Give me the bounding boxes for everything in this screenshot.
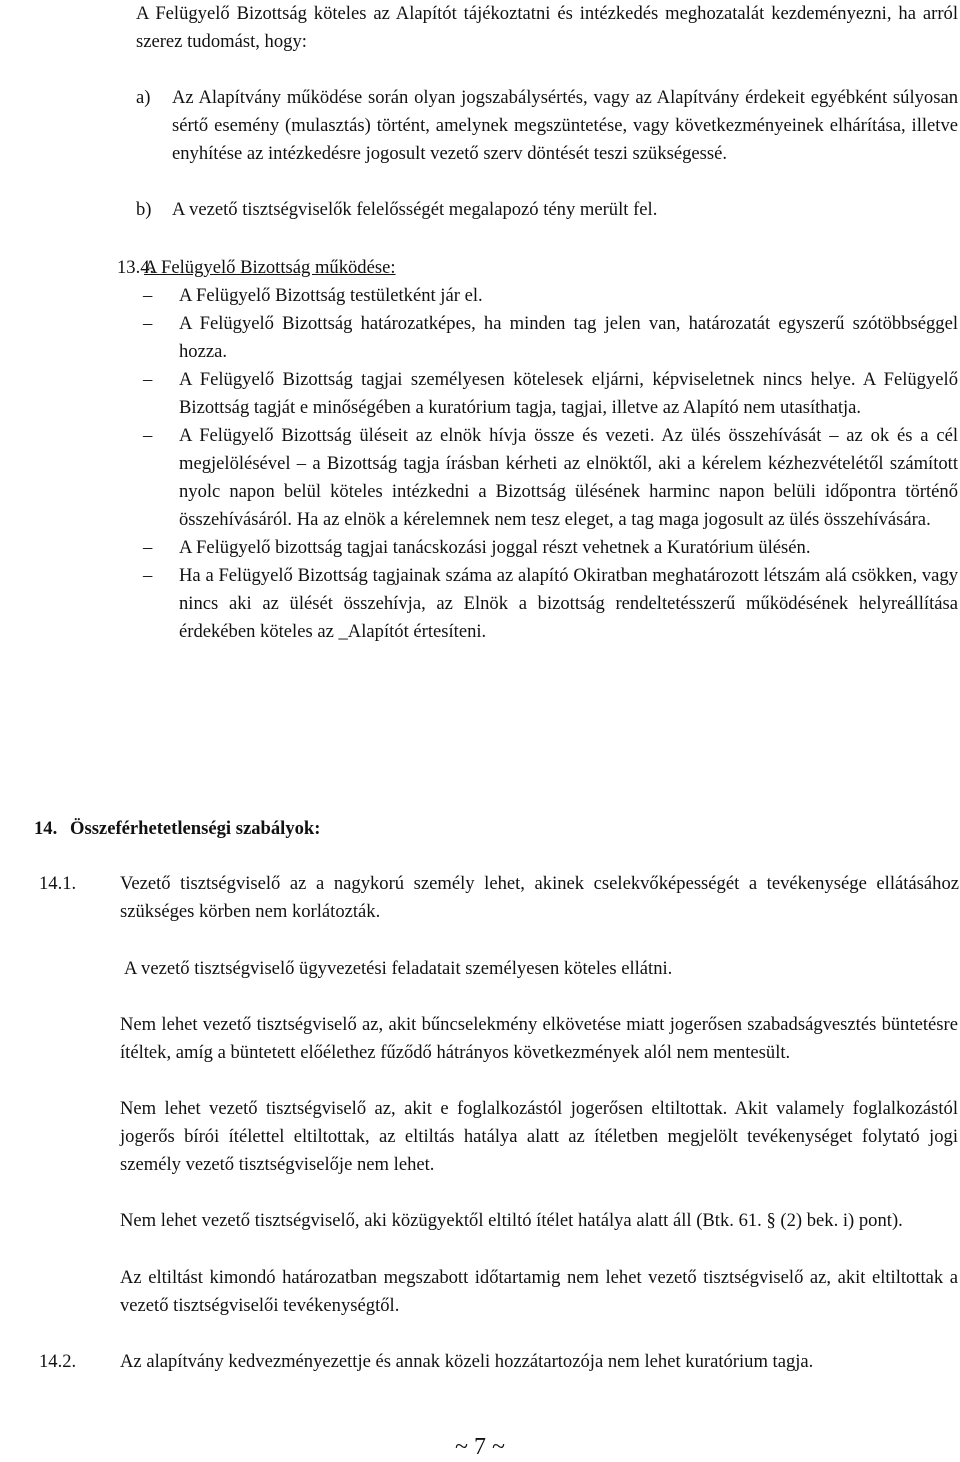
section-number: 14.2. <box>39 1351 77 1372</box>
section-number: 14.1. <box>39 873 77 894</box>
paragraph: Nem lehet vezető tisztségviselő az, akit e foglalkozástól jogerősen eltiltottak. Akit valamely foglalkozástól jogerős bírói ítélettel eltiltottak, az eltiltás hatálya alatt az ítéletben megjelölt tevékenységet folytató jogi személy vezető tisztségviselője nem lehet. <box>120 1098 958 1175</box>
paragraph: Nem lehet vezető tisztségviselő, aki közügyektől eltiltó ítélet hatálya alatt áll (Btk. 61. § (2) bek. i) pont). <box>120 1210 903 1231</box>
dash-bullet: – <box>143 285 153 306</box>
list-item <box>143 282 958 310</box>
list-item <box>143 534 958 562</box>
section-14-1 <box>39 870 959 926</box>
list-item <box>143 310 958 366</box>
list-label: a) <box>136 87 151 108</box>
intro-paragraph: A Felügyelő Bizottság köteles az Alapítót tájékoztatni és intézkedés meghozatalát kezdeményezni, ha arról szerez tudomást, hogy: <box>136 3 958 52</box>
list-label: b) <box>136 199 152 220</box>
list-text: A Felügyelő Bizottság tagjai személyesen kötelesek eljárni, képviseletnek nincs helye. A Felügyelő Bizottság tagját e minőségében a kuratórium tagja, tagjai, illetve az Alapító nem utasíthatja. <box>179 369 958 418</box>
list-text: Az Alapítvány működése során olyan jogszabálysértés, vagy az Alapítvány érdekeit egyébként súlyosan sértő esemény (mulasztás) történt, amelynek megszüntetése, vagy következményeinek elhárítása, illetve enyhítése az intézkedésre jogosult vezető szerv döntését teszi szükségessé. <box>172 87 958 164</box>
list-text: A Felügyelő Bizottság testületként jár el. <box>179 285 483 306</box>
paragraph: Az eltiltást kimondó határozatban megszabott időtartamig nem lehet vezető tisztségviselő az, akit eltiltottak a vezető tisztségviselői tevékenységtől. <box>120 1267 958 1316</box>
page-number: ~ 7 ~ <box>455 1434 505 1460</box>
section-text: Vezető tisztségviselő az a nagykorú személy lehet, akinek cselekvőképességét a tevékenysége ellátásához szükséges körben nem korlátozták. <box>120 873 959 922</box>
personal-duty-paragraph: A vezető tisztségviselő ügyvezetési feladatait személyesen köteles ellátni. <box>124 958 673 979</box>
list-text: A Felügyelő Bizottság üléseit az elnök hívja össze és vezeti. Az ülés összehívását – az ok és a cél megjelölésével – a Bizottság tagja írásban kérheti az elnöktől, aki a kérelem kézhezvételétől számított nyolc napon belül köteles intézkedni a Bizottság ülésének harminc napon belüli időpontra történő összehívásáról. Ha az elnök a kérelemnek nem tesz eleget, a tag maga jogosult az ülés összehívására. <box>179 425 958 530</box>
section-title: A Felügyelő Bizottság működése: <box>144 257 396 278</box>
list-text: A Felügyelő Bizottság határozatképes, ha minden tag jelen van, határozatát egyszerű szótöbbséggel hozza. <box>179 313 958 362</box>
list-item-b <box>136 196 958 224</box>
list-text: A Felügyelő bizottság tagjai tanácskozási joggal részt vehetnek a Kuratórium ülésén. <box>179 537 811 558</box>
section-14-2 <box>39 1348 959 1376</box>
dash-bullet: – <box>143 313 153 334</box>
section-text: Az alapítvány kedvezményezettje és annak közeli hozzátartozója nem lehet kuratórium tagja. <box>120 1351 814 1372</box>
list-text: Ha a Felügyelő Bizottság tagjainak száma az alapító Okiratban meghatározott létszám alá csökken, vagy nincs aki az ülését összehívja, az Elnök a bizottság rendeltetésszerű működésének helyreállítása érdekében köteles az _Alapítót értesíteni. <box>179 565 958 642</box>
list-item <box>143 366 958 422</box>
list-item <box>143 422 958 534</box>
chapter-number: 14. <box>34 818 58 839</box>
paragraph: Nem lehet vezető tisztségviselő az, akit bűncselekmény elkövetése miatt jogerősen szabadságvesztés büntetésre ítéltek, amíg a büntetett előélethez fűződő hátrányos következmények alól nem mentesült. <box>120 1014 958 1063</box>
list-text: A vezető tisztségviselők felelősségét megalapozó tény merült fel. <box>172 199 658 220</box>
dash-bullet: – <box>143 369 153 390</box>
chapter-title: Összeférhetetlenségi szabályok: <box>70 818 321 839</box>
dash-bullet: – <box>143 565 153 586</box>
dash-list <box>143 282 958 646</box>
section-number: 13.4. <box>117 257 155 278</box>
dash-bullet: – <box>143 425 153 446</box>
dash-bullet: – <box>143 537 153 558</box>
list-item <box>143 562 958 646</box>
list-item-a <box>136 84 958 168</box>
